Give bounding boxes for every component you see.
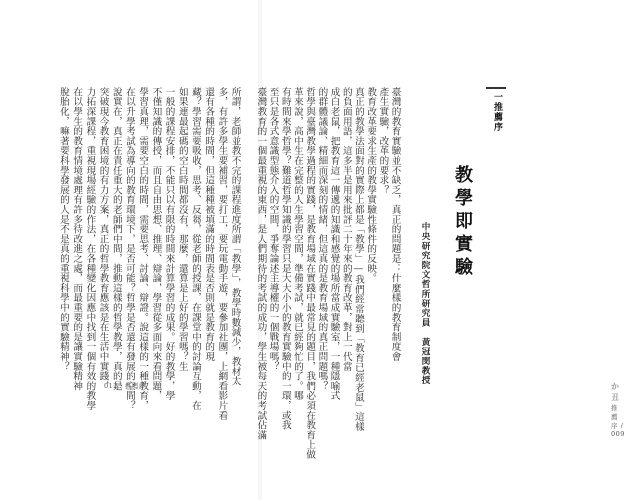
text-column: 多，有許多學生要補習，要打工，要玩電動手遊，要參加社團，上網看影片看	[216, 87, 228, 421]
text-column: 成白老鼠，把教育這一傳遞的知識和感覺的場所當成實驗室，一種隱喻式	[328, 87, 340, 401]
text-column: 至只是各式意識型態介入的空間，爭奪論述主導權的一個戰場嗎？	[267, 87, 279, 372]
text-column: 革來說，高中生在完整的人生學習空間，準備考試，就已經夠忙的了。哪	[291, 87, 303, 401]
page-footer-left: 012｜推薦序	[104, 382, 146, 390]
text-column: 產生實驗，改革的要求？	[377, 87, 389, 195]
section-rule	[486, 87, 506, 89]
text-column: 臺灣教育的一個最重視的東西，是人們期待的考試的成功，學生被每天的考試佔滿	[255, 87, 267, 440]
text-column: 一般的課程安排，不能只以有限的時間來計算學習的成果。好的教學，學	[163, 87, 175, 401]
text-column: 突破現今教育困境的有力方案，真正的哲學教育應該是在生活中實踐，	[97, 87, 109, 391]
text-column: 的負面用語，這多半是用來批評二十年來的教育改革，對上一代當	[340, 87, 352, 372]
text-column: 不僅知識的傳授，而且自由思想、推理、辯論，學習從多面向來看問題，	[150, 87, 162, 401]
left-page	[0, 0, 260, 500]
text-column: 有時間來學哲學？難道哲學知識的學習只是大大小小的教育實驗中的一環，或我	[279, 87, 291, 430]
text-column: 學習真理，需要空白的時間，需要思考、討論、辯證。說這樣的一種教育，	[137, 87, 149, 411]
text-column: 臺灣的教育實驗並不缺乏，真正的問題是：什麼樣的教育制度會	[389, 87, 401, 362]
text-column: 還有各種的時間，但這種種被填滿的時間表是否則就是教育的現	[203, 87, 215, 362]
author-credit: 中央研究院文哲所研究員 黃冠閔教授	[420, 222, 430, 386]
right-page	[255, 0, 625, 500]
footer-right-text: 推薦序 / 009	[611, 404, 625, 438]
text-column: 藏？學習需要吸收，思考、反芻，從老師的授課，在課堂中的討論互動，在	[189, 87, 201, 411]
text-column: 脫胎化，嘛著要科學發展的人是不是真的重視科學中的實驗精神？	[57, 87, 69, 372]
text-column: 哲學與臺灣教學過程的實踐，是教育場域在實踐中最常見的題目，我們必須在教育上做	[304, 87, 316, 460]
text-column: 在以學生的教育情境處理有許多待改進之處，而最重要的是讓實驗精神	[71, 87, 83, 391]
text-column: 說實在，真正在責任重大的老師們中間，推動這樣的哲學教學，真的是	[110, 87, 122, 391]
page-footer-right	[611, 381, 625, 438]
footer-mark: か丑	[611, 382, 620, 402]
text-column: 力拓深課程，重視現場經驗的作法，在各種變化因應中找到一個有效的教學	[84, 87, 96, 411]
text-column: 在以升學考試為導向的教育環境下，是否可能？哲學是否還有發展的空間？	[123, 87, 135, 411]
text-column: 真正的教學法面對的實際上都是「教學」—我們經常聽到「教育已經老鼠」這樣	[352, 87, 364, 432]
text-column: 所謂，老師並教不完的課程進度所謂「教學」，教學時數減少，教材太	[229, 87, 241, 386]
text-column: 教育改革要求生產的教學實驗性條件的反映。	[365, 87, 377, 283]
text-column: 如果連最起碼的空白時間都沒有，那麼，還算是上好的學習嗎？生	[176, 87, 188, 372]
text-column: 的群體議論、精細而深刻的情緒，但這真的是教育場域的真正問題嗎？	[316, 87, 328, 391]
section-label: 一推薦序	[492, 92, 502, 132]
page-title: 教學即實驗	[452, 165, 473, 280]
